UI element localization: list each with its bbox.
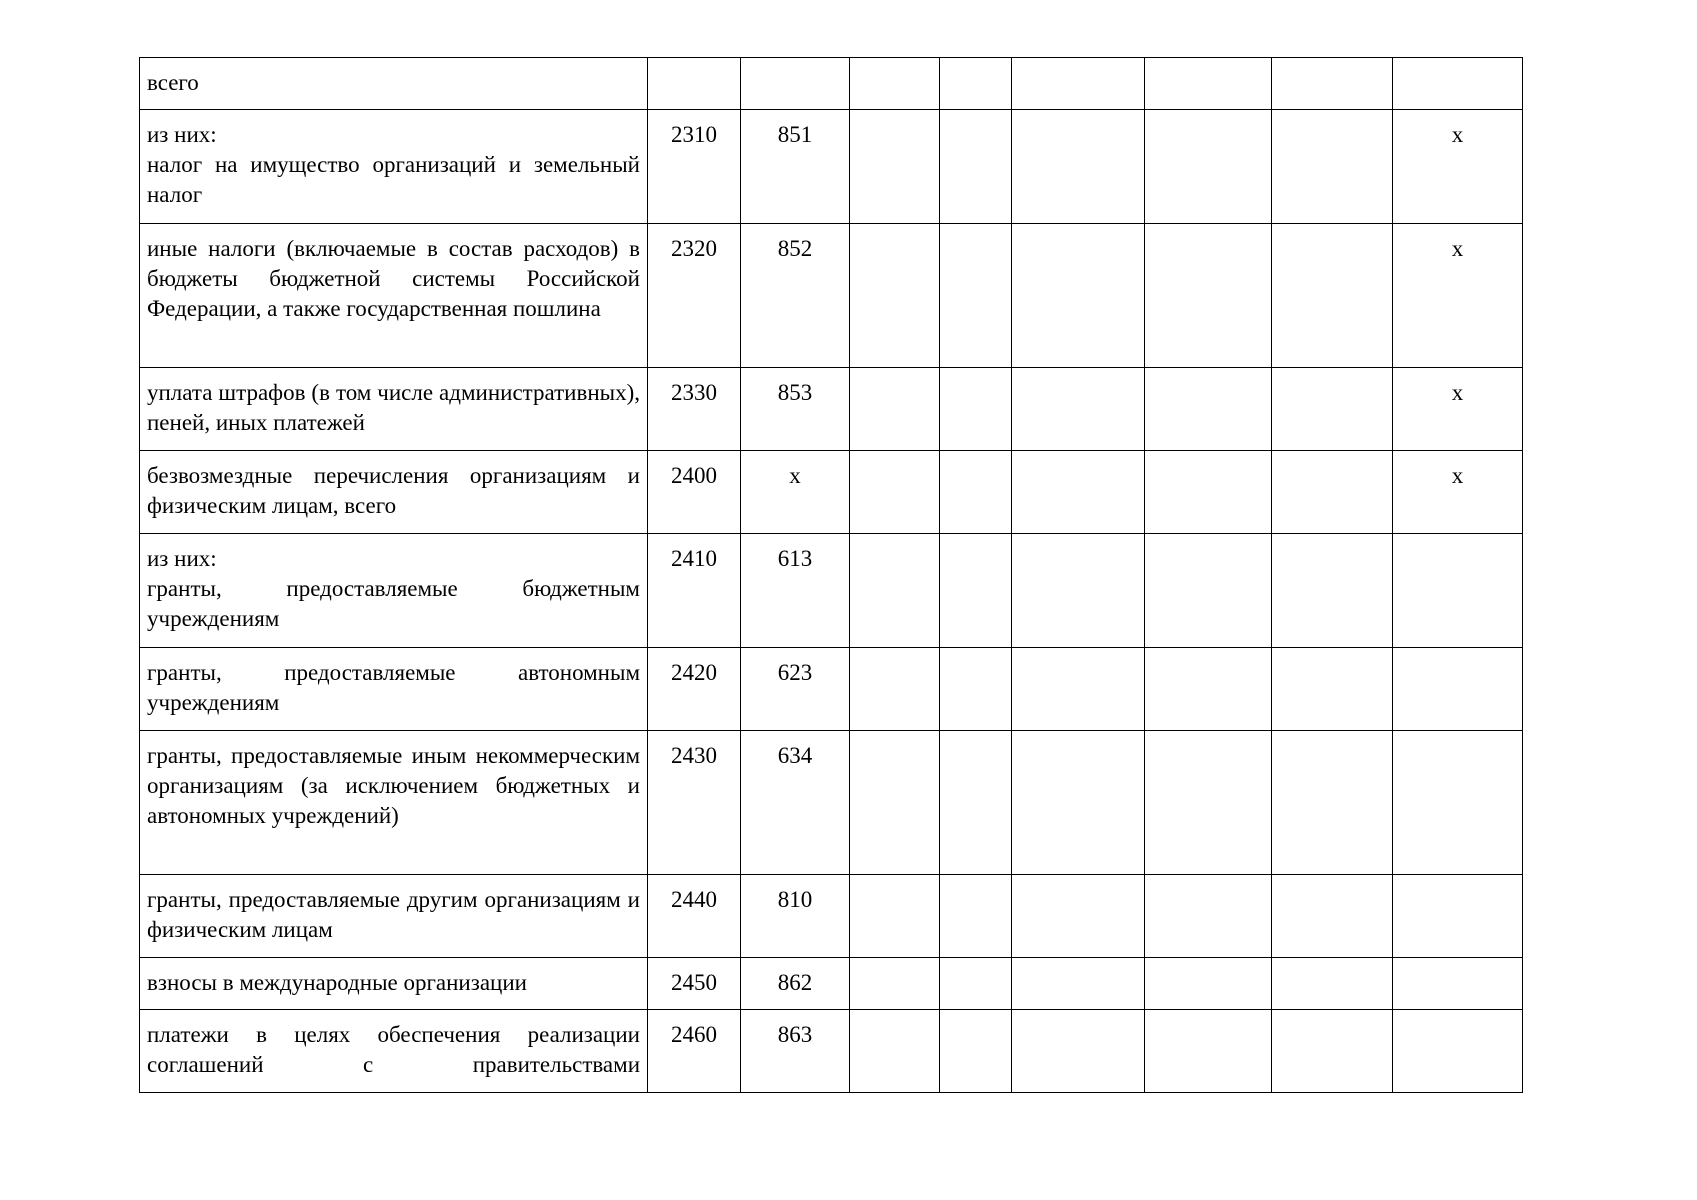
line-code-cell: 2410: [648, 534, 741, 648]
value-cell-7: [1145, 648, 1272, 731]
row-description-cell: [140, 958, 648, 1010]
budget-payments-table: [139, 57, 1523, 1093]
value-cell-4: [850, 958, 940, 1010]
line-code-cell: 2420: [648, 648, 741, 731]
row-description-text: гранты, предоставляемые иным некоммерческим организациям (за исключением бюджетных и автономных учреждений): [147, 743, 640, 828]
value-cell-7: [1145, 1010, 1272, 1093]
row-description-text: гранты, предоставляемые бюджетным учреждениям: [147, 576, 640, 631]
value-cell-5: [940, 648, 1012, 731]
value-cell-7: [1145, 368, 1272, 451]
value-cell-5: [940, 110, 1012, 224]
row-description-text: из них:: [147, 546, 217, 571]
value-cell-8: [1272, 534, 1393, 648]
value-cell-6: [1012, 224, 1145, 368]
value-cell-7: [1145, 958, 1272, 1010]
value-cell-5: [940, 875, 1012, 958]
value-cell-9: [1393, 731, 1523, 875]
value-cell-9: [1393, 875, 1523, 958]
value-cell-6: [1012, 1010, 1145, 1093]
value-cell-6: [1012, 958, 1145, 1010]
value-cell-4: [850, 534, 940, 648]
table-row: [140, 224, 1523, 368]
value-cell-4: [850, 731, 940, 875]
value-cell-4: [850, 875, 940, 958]
table-row: [140, 58, 1523, 110]
budget-code-cell: 853: [741, 368, 850, 451]
row-description-cell: [140, 224, 648, 368]
value-cell-6: [1012, 110, 1145, 224]
line-code-cell: 2450: [648, 958, 741, 1010]
row-description-cell: [140, 1010, 648, 1093]
value-cell-6: [1012, 534, 1145, 648]
row-description-text: всего: [147, 70, 199, 95]
value-cell-5: [940, 224, 1012, 368]
row-description-cell: [140, 534, 648, 648]
budget-code-cell: 863: [741, 1010, 850, 1093]
budget-code-cell: 623: [741, 648, 850, 731]
value-cell-8: [1272, 58, 1393, 110]
value-cell-8: [1272, 731, 1393, 875]
row-description-text: из них:: [147, 122, 217, 147]
budget-code-cell: 810: [741, 875, 850, 958]
value-cell-5: [940, 1010, 1012, 1093]
value-cell-4: [850, 58, 940, 110]
value-cell-6: [1012, 368, 1145, 451]
line-code-cell: 2460: [648, 1010, 741, 1093]
row-description-text: налог на имущество организаций и земельный налог: [147, 152, 640, 207]
line-code-cell: 2320: [648, 224, 741, 368]
line-code-cell: [648, 58, 741, 110]
value-cell-5: [940, 451, 1012, 534]
value-cell-8: [1272, 1010, 1393, 1093]
value-cell-6: [1012, 58, 1145, 110]
value-cell-8: [1272, 648, 1393, 731]
budget-code-cell: 852: [741, 224, 850, 368]
budget-code-cell: 862: [741, 958, 850, 1010]
value-cell-6: [1012, 451, 1145, 534]
budget-code-cell: x: [741, 451, 850, 534]
value-cell-9: x: [1393, 451, 1523, 534]
value-cell-8: [1272, 451, 1393, 534]
value-cell-7: [1145, 451, 1272, 534]
table-row: [140, 1010, 1523, 1093]
value-cell-4: [850, 110, 940, 224]
line-code-cell: 2310: [648, 110, 741, 224]
value-cell-5: [940, 958, 1012, 1010]
table-row: [140, 110, 1523, 224]
budget-code-cell: [741, 58, 850, 110]
row-description-text: гранты, предоставляемые другим организациям и физическим лицам: [147, 887, 640, 942]
line-code-cell: 2430: [648, 731, 741, 875]
value-cell-9: x: [1393, 368, 1523, 451]
value-cell-9: [1393, 958, 1523, 1010]
value-cell-7: [1145, 110, 1272, 224]
value-cell-9: x: [1393, 110, 1523, 224]
value-cell-9: [1393, 58, 1523, 110]
value-cell-6: [1012, 648, 1145, 731]
value-cell-4: [850, 451, 940, 534]
value-cell-4: [850, 368, 940, 451]
row-description-text: уплата штрафов (в том числе административных), пеней, иных платежей: [147, 380, 640, 435]
budget-code-cell: 613: [741, 534, 850, 648]
value-cell-8: [1272, 224, 1393, 368]
value-cell-8: [1272, 368, 1393, 451]
value-cell-9: x: [1393, 224, 1523, 368]
row-description-text: платежи в целях обеспечения реализации соглашений с правительствами: [147, 1022, 640, 1077]
row-description-text: гранты, предоставляемые автономным учреждениям: [147, 660, 640, 715]
table-row: [140, 958, 1523, 1010]
value-cell-4: [850, 224, 940, 368]
table-row: [140, 731, 1523, 875]
value-cell-4: [850, 648, 940, 731]
row-description-cell: [140, 368, 648, 451]
line-code-cell: 2440: [648, 875, 741, 958]
row-description-cell: [140, 731, 648, 875]
table-row: [140, 368, 1523, 451]
value-cell-7: [1145, 224, 1272, 368]
value-cell-7: [1145, 58, 1272, 110]
row-description-cell: [140, 58, 648, 110]
row-description-text: иные налоги (включаемые в состав расходов) в бюджеты бюджетной системы Российской Федерации, а также государственная пошлина: [147, 236, 640, 321]
value-cell-5: [940, 58, 1012, 110]
line-code-cell: 2400: [648, 451, 741, 534]
value-cell-8: [1272, 958, 1393, 1010]
row-description-cell: [140, 648, 648, 731]
row-description-text: взносы в международные организации: [147, 970, 527, 995]
budget-code-cell: 634: [741, 731, 850, 875]
value-cell-4: [850, 1010, 940, 1093]
budget-code-cell: 851: [741, 110, 850, 224]
row-description-cell: [140, 451, 648, 534]
row-description-cell: [140, 110, 648, 224]
table-row: [140, 451, 1523, 534]
value-cell-9: [1393, 534, 1523, 648]
value-cell-8: [1272, 875, 1393, 958]
table-row: [140, 534, 1523, 648]
value-cell-5: [940, 368, 1012, 451]
value-cell-5: [940, 731, 1012, 875]
value-cell-5: [940, 534, 1012, 648]
value-cell-9: [1393, 648, 1523, 731]
value-cell-7: [1145, 534, 1272, 648]
line-code-cell: 2330: [648, 368, 741, 451]
row-description-cell: [140, 875, 648, 958]
value-cell-8: [1272, 110, 1393, 224]
value-cell-7: [1145, 875, 1272, 958]
table-row: [140, 648, 1523, 731]
row-description-text: безвозмездные перечисления организациям и физическим лицам, всего: [147, 463, 640, 518]
value-cell-6: [1012, 875, 1145, 958]
value-cell-6: [1012, 731, 1145, 875]
table-body: [140, 58, 1523, 1093]
table-row: [140, 875, 1523, 958]
value-cell-7: [1145, 731, 1272, 875]
value-cell-9: [1393, 1010, 1523, 1093]
